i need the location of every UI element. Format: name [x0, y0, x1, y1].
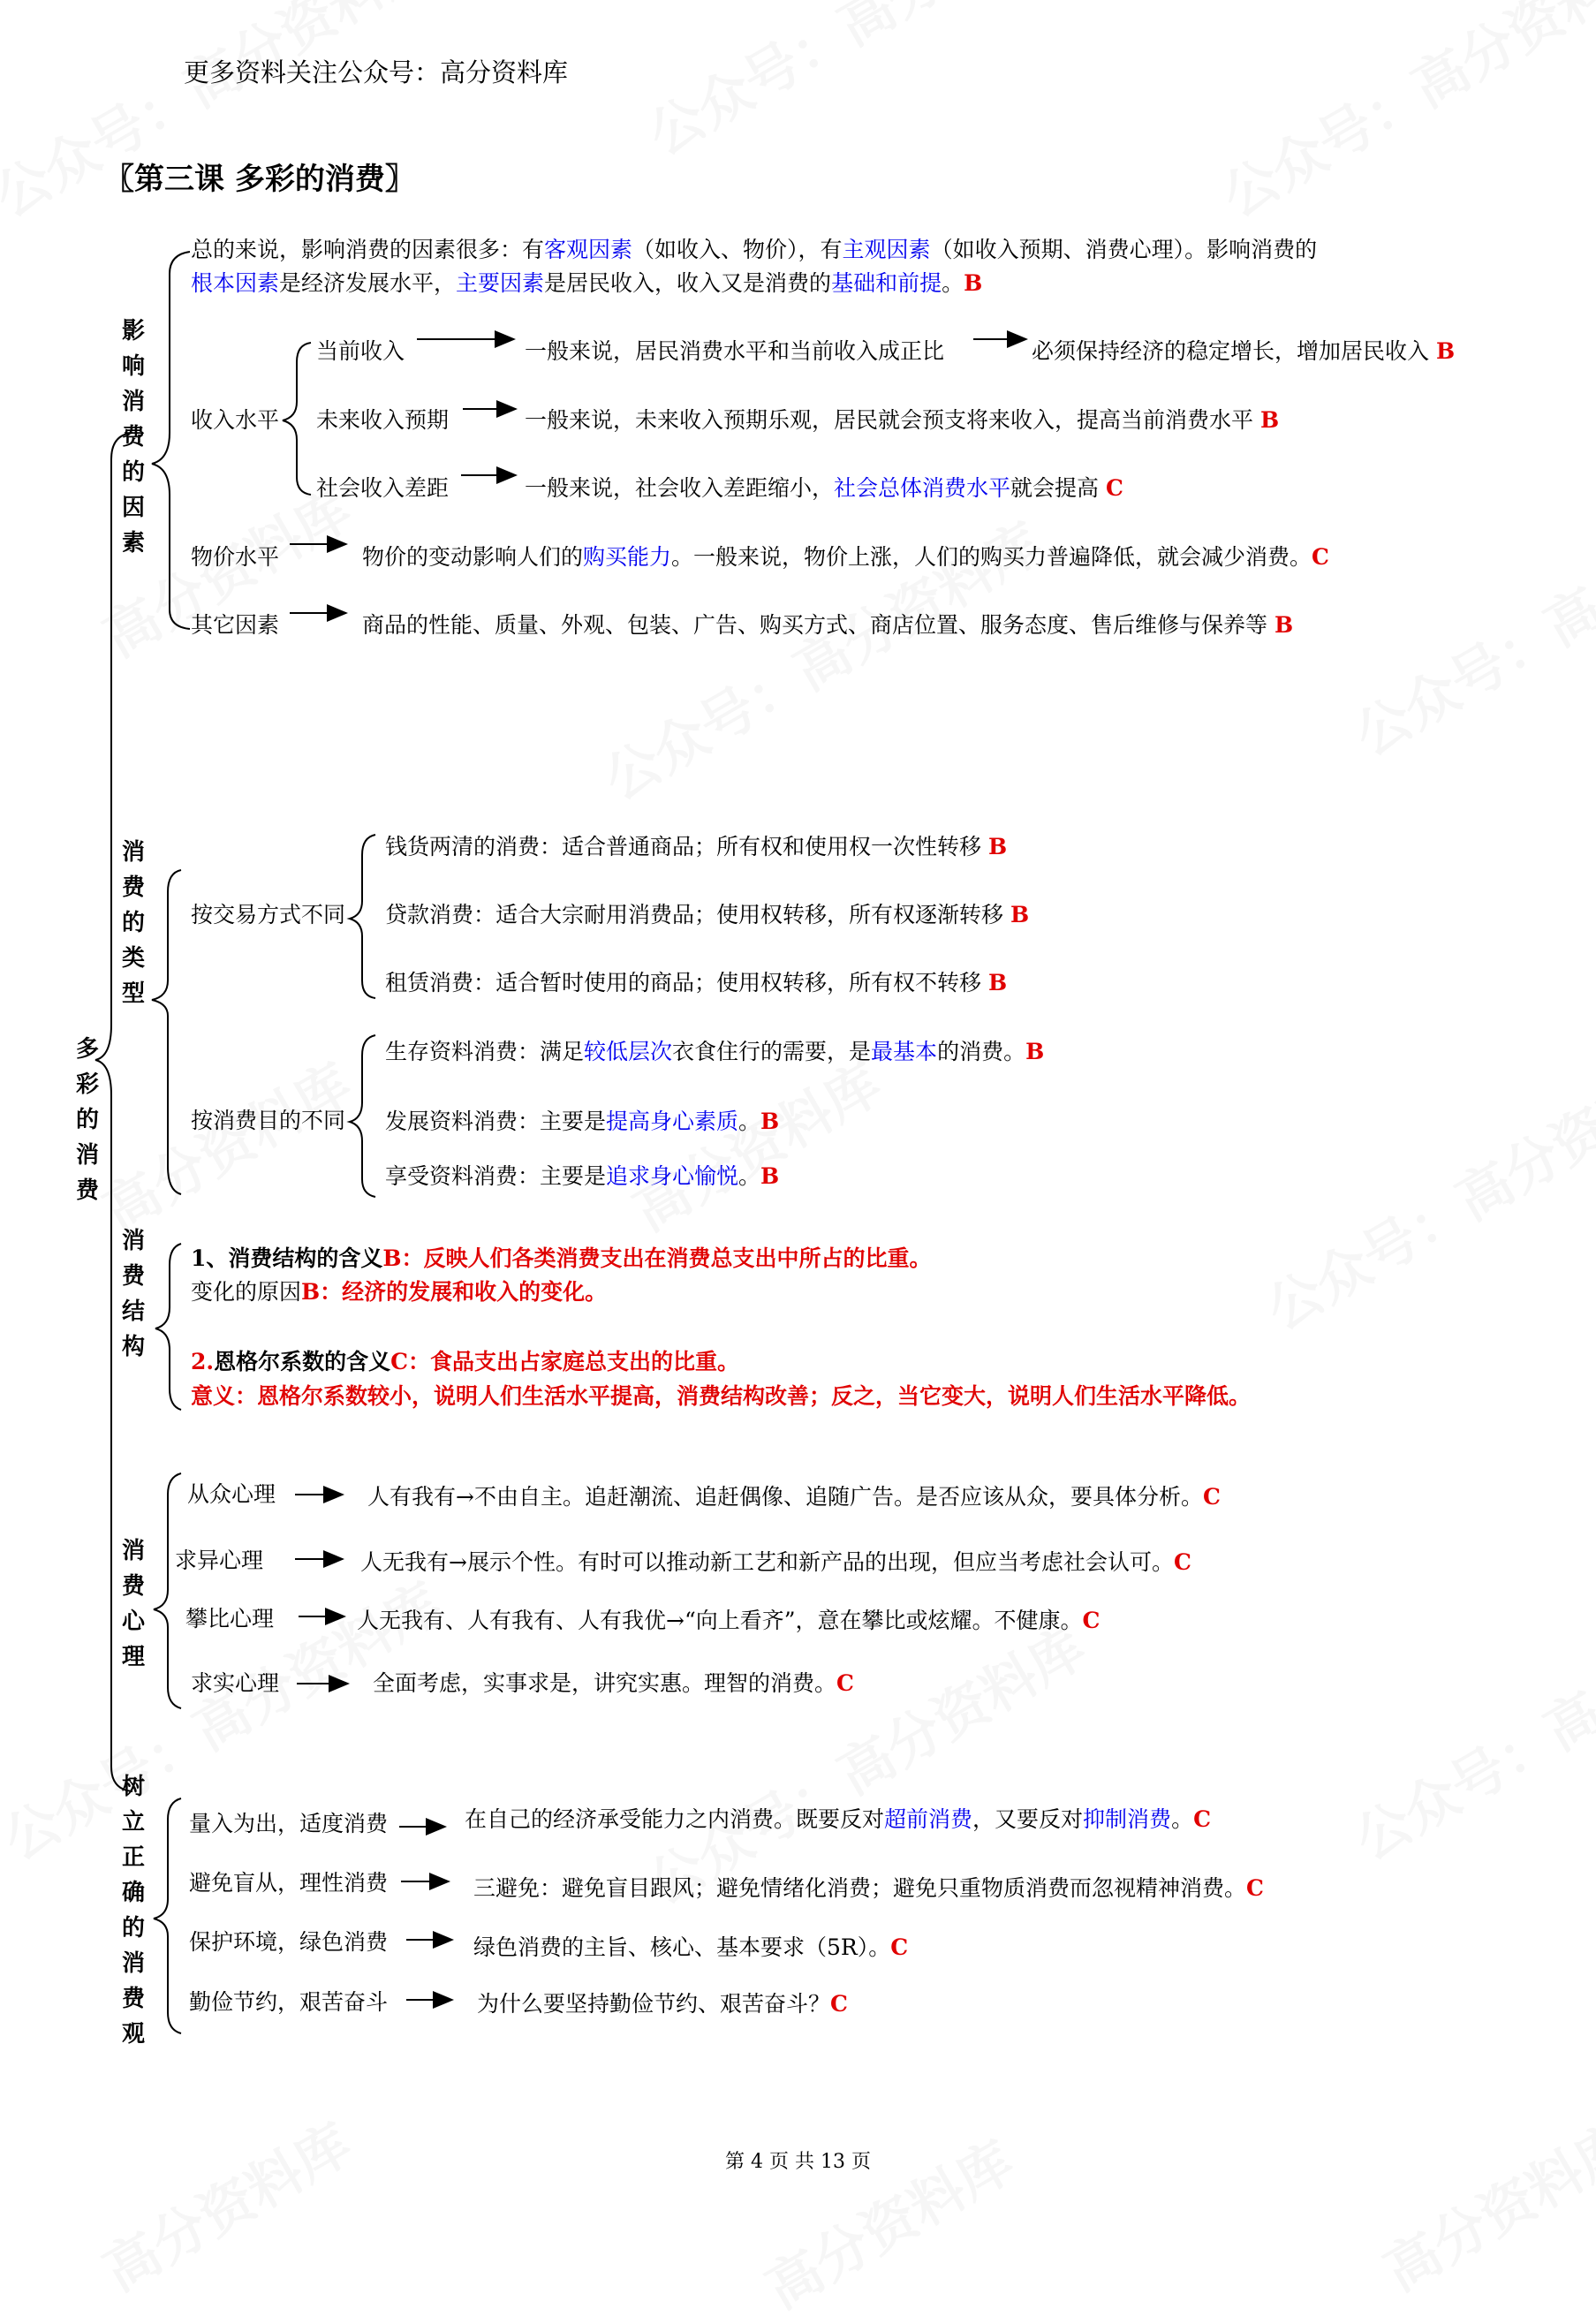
text: 钱货两清的消费：适合普通商品；所有权和使用权一次性转移: [385, 834, 982, 859]
text: 为什么要坚持勤俭节约、艰苦奋斗？: [477, 1991, 831, 2017]
structure-change-reason: [191, 1279, 607, 1306]
price-level-desc: [362, 544, 1329, 571]
keyword: 根本因素: [191, 270, 280, 296]
text: 2.: [191, 1349, 215, 1374]
keyword: 最基本: [871, 1039, 938, 1064]
keyword: 基础和前提: [831, 270, 942, 296]
consumption-view-label: 量入为出，适度消费: [189, 1811, 389, 1836]
text: 。: [738, 1163, 761, 1189]
grade-badge: C: [1202, 1484, 1221, 1510]
structure-definition: [191, 1245, 932, 1272]
text: ：反映人们各类消费支出在消费总支出中所占的比重。: [401, 1245, 932, 1271]
grade-badge: B: [382, 1245, 402, 1271]
grade-badge: C: [1173, 1549, 1191, 1575]
grade-badge: B: [1010, 902, 1030, 927]
text: 。一般来说，物价上涨，人们的购买力普遍降低，就会减少消费。: [671, 544, 1312, 570]
text: 在自己的经济承受能力之内消费。既要反对: [465, 1806, 885, 1832]
grade-badge: C: [1193, 1806, 1211, 1832]
consumption-view-label: 避免盲从，理性消费: [189, 1870, 389, 1896]
other-factors-desc: [362, 612, 1293, 639]
consumption-view-label: 保护环境，绿色消费: [189, 1929, 389, 1955]
text: 衣食住行的需要，是: [672, 1039, 872, 1064]
page-title: 〖第三课 多彩的消费〗: [104, 162, 415, 197]
keyword: 追求身心愉悦: [606, 1163, 739, 1189]
text: 享受资料消费：主要是: [385, 1163, 607, 1189]
by-purpose-label: 按消费目的不同: [191, 1108, 346, 1133]
psychology-desc: [373, 1670, 854, 1697]
grade-badge: C: [830, 1991, 848, 2017]
current-income-label: 当前收入: [316, 338, 405, 364]
text: 。: [1171, 1806, 1194, 1832]
type-item: [385, 902, 1029, 928]
text: 意义：恩格尔系数较小，说明人们生活水平提高，消费结构改善；反之，当它变大，说明人们生活水平降低。: [191, 1383, 1252, 1409]
text: ：经济的发展和收入的变化。: [320, 1279, 608, 1305]
consumption-view-desc: [473, 1875, 1264, 1902]
text: 必须保持经济的稳定增长，增加居民收入: [1032, 338, 1430, 364]
current-income-desc: 一般来说，居民消费水平和当前收入成正比: [525, 338, 945, 364]
grade-badge: B: [760, 1163, 780, 1189]
grade-badge: C: [1246, 1875, 1264, 1901]
by-transaction-label: 按交易方式不同: [191, 902, 346, 927]
future-income-desc: [525, 407, 1279, 434]
text: 是经济发展水平，: [279, 270, 457, 296]
income-level-label: 收入水平: [191, 407, 280, 433]
psychology-desc: [367, 1484, 1221, 1510]
keyword: 主要因素: [456, 270, 545, 296]
grade-badge: B: [301, 1279, 321, 1305]
consumption-view-label: 勤俭节约，艰苦奋斗: [189, 1989, 389, 2015]
text: （如收入、物价），有: [632, 237, 843, 262]
text: 商品的性能、质量、外观、包装、广告、购买方式、商店位置、服务态度、售后维修与保养等: [362, 612, 1268, 638]
current-income-result: [1032, 338, 1455, 365]
text: 总的来说，影响消费的因素很多：有: [191, 237, 545, 262]
text: 。: [738, 1109, 761, 1134]
type-item: [385, 1109, 779, 1135]
type-item: [385, 834, 1007, 860]
text: 租赁消费：适合暂时使用的商品；使用权转移，所有权不转移: [385, 970, 982, 995]
grade-badge: C: [1082, 1608, 1101, 1633]
keyword: 客观因素: [544, 237, 633, 262]
text: 是居民收入，收入又是消费的: [544, 270, 832, 296]
text: 全面考虑，实事求是，讲究实惠。理智的消费。: [373, 1670, 837, 1696]
income-gap-desc: [525, 475, 1123, 502]
consumption-view-desc: [477, 1991, 848, 2017]
psychology-label: 从众心理: [187, 1481, 276, 1507]
text: 发展资料消费：主要是: [385, 1109, 607, 1134]
grade-badge: B: [964, 270, 983, 296]
engel-definition: [191, 1349, 739, 1375]
keyword: 主观因素: [842, 237, 931, 262]
text: ，又要反对: [972, 1806, 1084, 1832]
text: 一般来说，社会收入差距缩小，: [525, 475, 835, 501]
psychology-desc: [360, 1549, 1191, 1576]
psychology-label: 攀比心理: [185, 1606, 275, 1631]
text: 的消费。: [937, 1039, 1026, 1064]
text: （如收入预期、消费心理）。影响消费的: [930, 237, 1318, 262]
type-item: [385, 1163, 779, 1190]
income-gap-label: 社会收入差距: [316, 475, 450, 501]
grade-badge: B: [1259, 407, 1280, 433]
consumption-view-desc: [465, 1806, 1211, 1833]
text: ：食品支出占家庭总支出的比重。: [408, 1349, 740, 1374]
text: 物价的变动影响人们的: [362, 544, 584, 570]
keyword: 较低层次: [584, 1039, 673, 1064]
price-level-label: 物价水平: [191, 544, 280, 570]
section-label-factors: 影响消费的因素: [121, 318, 145, 556]
grade-badge: C: [1106, 475, 1123, 501]
text: 就会提高: [1010, 475, 1100, 501]
keyword: 提高身心素质: [606, 1109, 739, 1134]
keyword: 超前消费: [884, 1806, 973, 1832]
grade-badge: B: [760, 1109, 780, 1134]
type-item: [385, 1039, 1044, 1065]
factors-intro-line1: [191, 237, 1317, 263]
grade-badge: B: [1435, 338, 1456, 364]
factors-intro-line2: [191, 270, 982, 297]
text: 1、消费结构的含义: [191, 1245, 383, 1271]
text: 。: [942, 270, 964, 296]
psychology-desc: [357, 1608, 1100, 1634]
text: 人无我有→展示个性。有时可以推动新工艺和新产品的出现，但应当考虑社会认可。: [360, 1549, 1174, 1575]
grade-badge: B: [1274, 612, 1294, 638]
keyword: 购买能力: [583, 544, 672, 570]
text: 贷款消费：适合大宗耐用消费品；使用权转移，所有权逐渐转移: [385, 902, 1004, 927]
other-factors-label: 其它因素: [191, 612, 280, 638]
grade-badge: B: [987, 970, 1008, 995]
engel-meaning: [191, 1383, 1251, 1410]
grade-badge: C: [890, 1934, 909, 1960]
text: 变化的原因: [191, 1279, 302, 1305]
text: 恩格尔系数的含义: [214, 1349, 391, 1374]
text: 生存资料消费：满足: [385, 1039, 585, 1064]
section-label-psychology: 消费心理: [121, 1538, 145, 1670]
type-item: [385, 970, 1007, 996]
grade-badge: C: [390, 1349, 409, 1374]
page-footer: 第 4 页 共 13 页: [725, 2151, 871, 2173]
consumption-view-desc: [473, 1934, 908, 1961]
header-note: 更多资料关注公众号：高分资料库: [184, 57, 569, 87]
text: 三避免：避免盲目跟风；避免情绪化消费；避免只重物质消费而忽视精神消费。: [473, 1875, 1247, 1901]
section-label-types: 消费的类型: [121, 839, 145, 1007]
keyword: 社会总体消费水平: [834, 475, 1011, 501]
grade-badge: C: [1312, 544, 1329, 570]
text: 人有我有→不由自主。追赶潮流、追赶偶像、追随广告。是否应该从众，要具体分析。: [367, 1484, 1203, 1510]
grade-badge: B: [987, 834, 1008, 859]
text: 绿色消费的主旨、核心、基本要求（5R）。: [473, 1934, 891, 1960]
root-label: 多彩的消费: [75, 1036, 99, 1204]
psychology-label: 求异心理: [175, 1548, 264, 1573]
grade-badge: C: [836, 1670, 854, 1696]
text: 人无我有、人有我有、人有我优→“向上看齐”，意在攀比或炫耀。不健康。: [357, 1608, 1083, 1633]
section-label-correct-view: 树立正确的消费观: [121, 1774, 145, 2048]
text: 一般来说，未来收入预期乐观，居民就会预支将来收入，提高当前消费水平: [525, 407, 1254, 433]
grade-badge: B: [1025, 1039, 1045, 1064]
keyword: 抑制消费: [1083, 1806, 1172, 1832]
section-label-structure: 消费结构: [121, 1228, 145, 1360]
psychology-label: 求实心理: [191, 1670, 280, 1696]
future-income-label: 未来收入预期: [316, 407, 450, 433]
